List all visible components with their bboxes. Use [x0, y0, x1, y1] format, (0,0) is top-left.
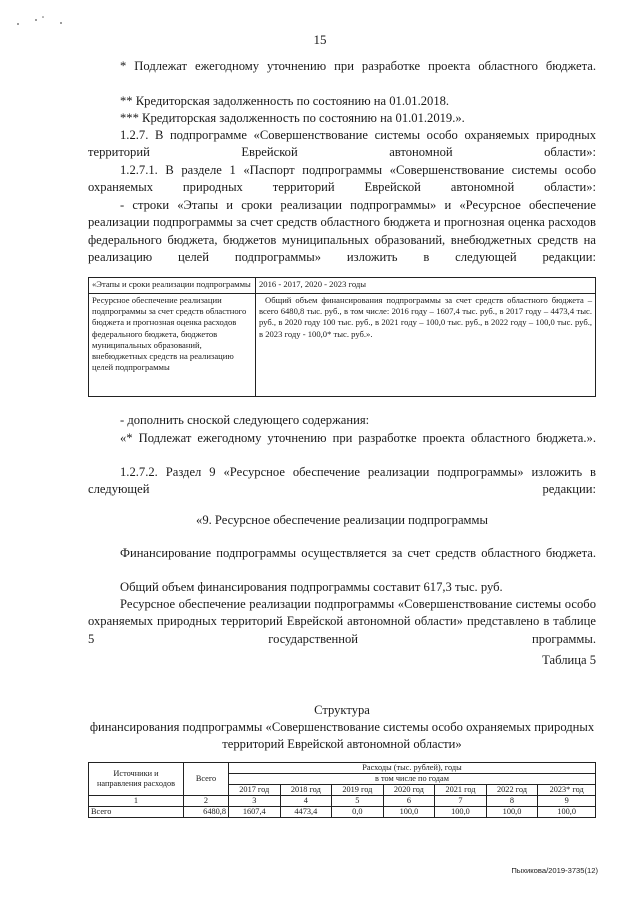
table-cell: 1 [89, 796, 184, 807]
table-header-cell: 2023* год [538, 785, 596, 796]
table-cell: 8 [486, 796, 538, 807]
document-reference: Пыхикова/2019-3735(12) [511, 866, 598, 875]
table-cell: 100,0 [486, 807, 538, 818]
table-cell: 4 [280, 796, 332, 807]
footnote-text: * Подлежат ежегодному уточнению при разработке проекта областного бюджета. [120, 59, 596, 73]
table-row [89, 807, 596, 818]
structure-table [88, 762, 596, 818]
table-cell: 100,0 [538, 807, 596, 818]
paragraph: «* Подлежат ежегодному уточнению при разработке проекта областного бюджета.». [120, 431, 596, 445]
structure-subtitle: финансирования подпрограммы «Совершенствование системы особо охраняемых природных территорий Еврейской автономной области» [89, 720, 595, 752]
table-cell: 100,0 [435, 807, 487, 818]
table-header-cell: 2018 год [280, 785, 332, 796]
table-header-cell: Расходы (тыс. рублей), годы [229, 763, 596, 774]
table-label: Таблица 5 [542, 653, 596, 667]
table-cell: 0,0 [332, 807, 384, 818]
table-cell: 6480,8 [184, 807, 229, 818]
table-header-cell: 2021 год [435, 785, 487, 796]
passport-table [88, 277, 596, 397]
paragraph: Общий объем финансирования подпрограммы составит 617,3 тыс. руб. [120, 580, 503, 594]
table-cell: «Этапы и сроки реализации подпрограммы [89, 278, 256, 294]
table-cell: 9 [538, 796, 596, 807]
table-cell: Ресурсное обеспечение реализации подпрограммы за счет средств областного бюджета и прогнозная оценка расходов федерального бюджета, бюджетов муниципальных образований, внебюджетных средств на реализацию целей подпрограммы [89, 294, 256, 397]
table-cell: 6 [383, 796, 435, 807]
footnote-text: ** Кредиторская задолженность по состоянию на 01.01.2018. [120, 94, 450, 108]
table-cell: 5 [332, 796, 384, 807]
paragraph: Финансирование подпрограммы осуществляется за счет средств областного бюджета. [120, 546, 596, 560]
structure-title: Структура [314, 703, 370, 717]
section-heading: «9. Ресурсное обеспечение реализации подпрограммы [196, 513, 488, 527]
table-header-cell: 2022 год [486, 785, 538, 796]
table-cell: 7 [435, 796, 487, 807]
table-header-cell: 2020 год [383, 785, 435, 796]
table-cell: 2016 - 2017, 2020 - 2023 годы [256, 278, 596, 294]
table-header-cell: 2019 год [332, 785, 384, 796]
table-header-cell: в том числе по годам [229, 774, 596, 785]
paragraph: 1.2.7. В подпрограмме «Совершенствование системы особо охраняемых природных территорий Еврейской автономной области»: [88, 128, 596, 160]
table-cell: 2 [184, 796, 229, 807]
paragraph: - строки «Этапы и сроки реализации подпрограммы» и «Ресурсное обеспечение реализации подпрограммы за счет средств областного бюджета и прогнозная оценка расходов федерального бюджета, бюджетов муниципальных образований, внебюджетных средств на реализацию целей подпрограммы» изложить в следующей редакции: [88, 198, 596, 265]
paragraph: - дополнить сноской следующего содержания: [120, 413, 370, 427]
table-cell: Общий объем финансирования подпрограммы за счет средств областного бюджета – всего 6480,8 тыс. руб., в том числе: 2016 году – 1607,4 тыс. руб., в 2017 году – 4473,4 тыс. руб., в 2020 году 100 тыс. руб., в 2021 году – 100,0 тыс. руб., в 2022 году – 100,0 тыс. руб., в 2023 году - 100,0* тыс. руб.». [256, 294, 596, 397]
table-header-cell: Всего [184, 763, 229, 796]
table-cell: 1607,4 [229, 807, 281, 818]
table-cell: Всего [89, 807, 184, 818]
footnote-text: *** Кредиторская задолженность по состоянию на 01.01.2019.». [120, 111, 465, 125]
paragraph: 1.2.7.1. В разделе 1 «Паспорт подпрограммы «Совершенствование системы особо охраняемых природных территорий Еврейской автономной области»: [88, 163, 596, 195]
page-number: 15 [313, 32, 327, 47]
table-cell: 4473,4 [280, 807, 332, 818]
table-cell: 100,0 [383, 807, 435, 818]
table-header-cell: Источники и направления расходов [89, 763, 184, 796]
paragraph: 1.2.7.2. Раздел 9 «Ресурсное обеспечение реализации подпрограммы» изложить в следующей редакции: [88, 465, 596, 497]
table-header-cell: 2017 год [229, 785, 281, 796]
table-cell: 3 [229, 796, 281, 807]
paragraph: Ресурсное обеспечение реализации подпрограммы «Совершенствование системы особо охраняемых природных территорий Еврейской автономной области» представлено в таблице 5 государственной программы. [88, 597, 596, 646]
table-row [89, 796, 596, 807]
scan-marks [14, 15, 74, 27]
